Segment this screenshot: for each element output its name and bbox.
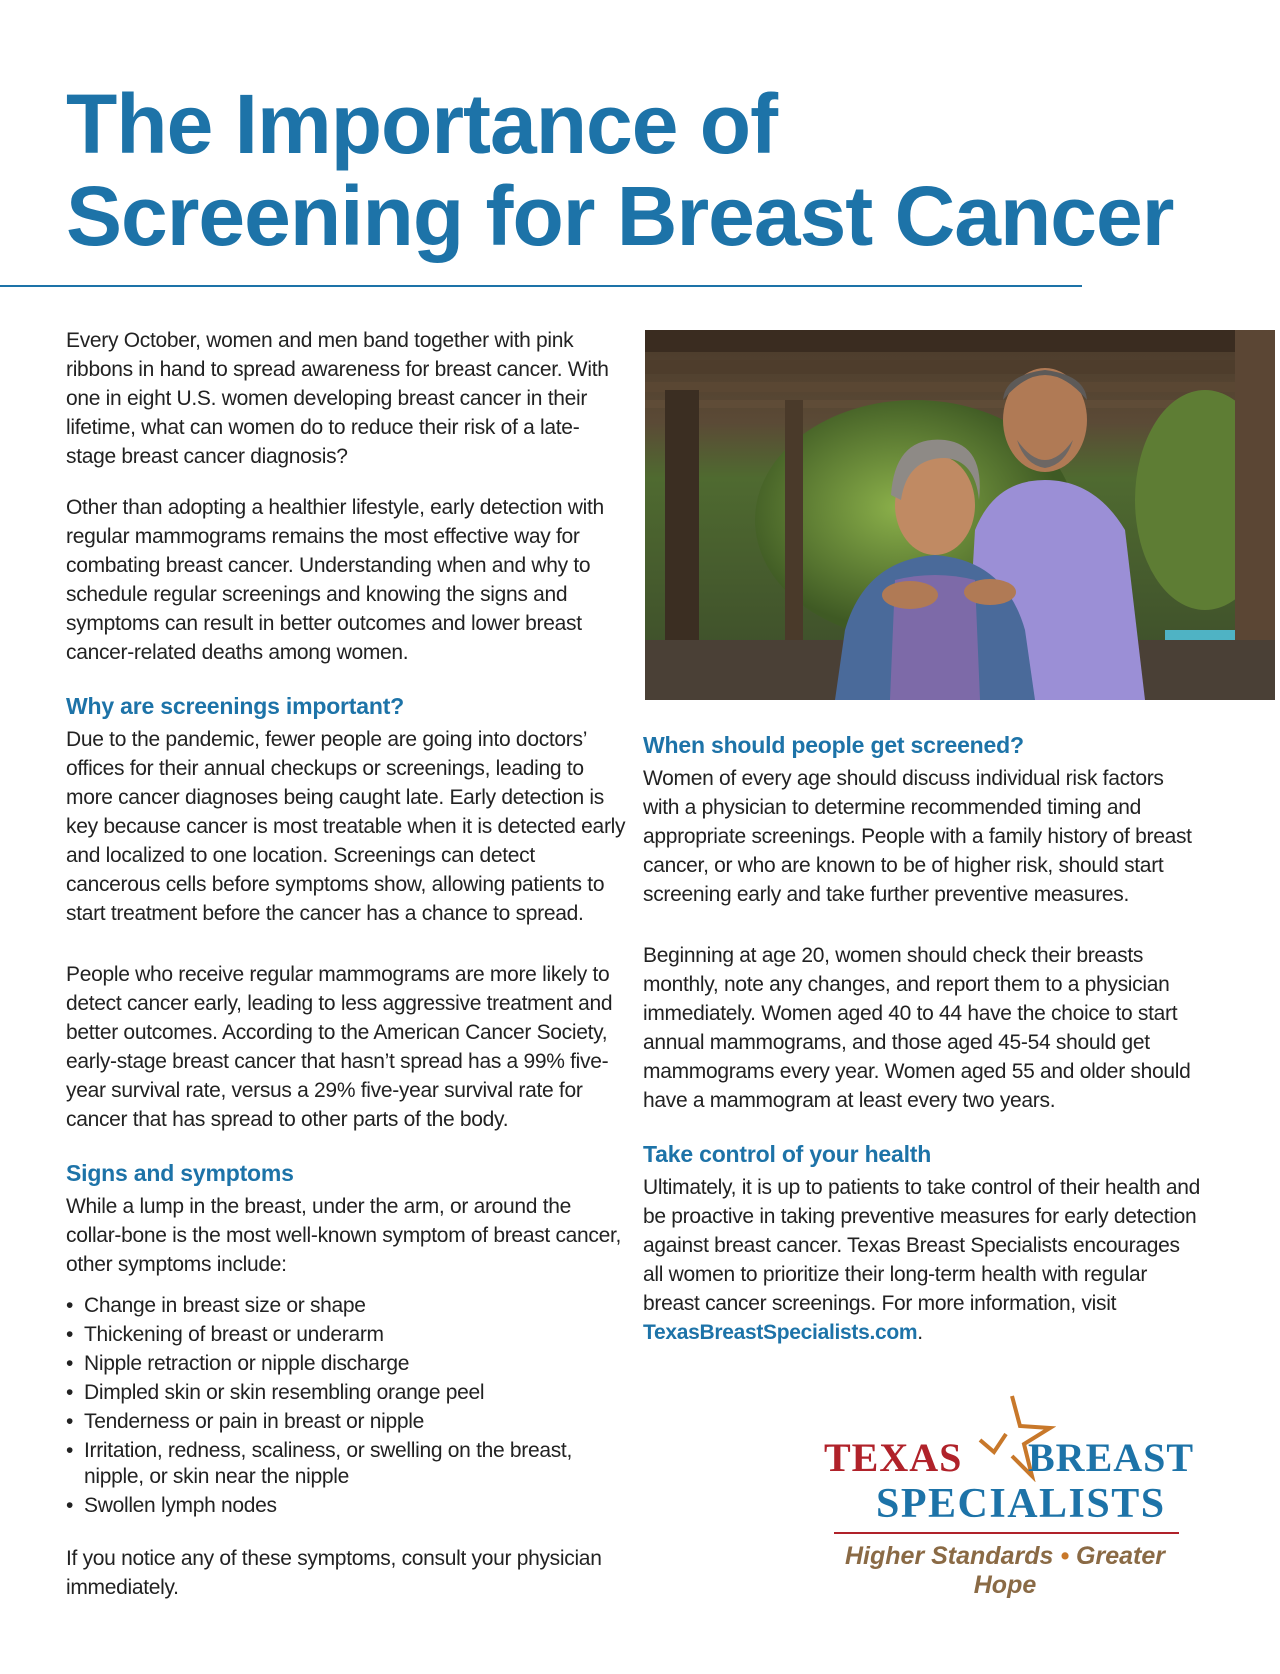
logo-divider [834,1532,1179,1534]
tagline-right: Greater Hope [973,1542,1165,1599]
website-link[interactable]: TexasBreastSpecialists.com [643,1321,918,1344]
title-line-2: Screening for Breast Cancer [66,169,1174,263]
list-item: • Change in breast size or shape [66,1293,626,1319]
logo-word-breast: BREAST [1028,1435,1195,1480]
list-item: • Irritation, redness, scaliness, or swelling on the breast, nipple, or skin near the nipple [66,1438,626,1490]
tagline-left: Higher Standards [845,1542,1054,1570]
intro-paragraph-1: Every October, women and men band together with pink ribbons in hand to spread awareness for breast cancer. With one in eight U.S. women developing breast cancer in their lifetime, what can women do to reduce their risk of a late-stage breast cancer diagnosis? [66,329,609,468]
left-column [66,326,626,1602]
logo-word-texas: TEXAS [824,1435,963,1480]
intro-paragraph-2: Other than adopting a healthier lifestyle, early detection with regular mammograms remains the most effective way for combating breast cancer. Understanding when and why to schedule regular screenings and knowing the signs and symptoms can result in better outcomes and lower breast cancer-related deaths among women. [66,496,604,664]
when-paragraph-1: Women of every age should discuss individual risk factors with a physician to determine recommended timing and appropriate screenings. People with a family history of breast cancer, or who are known to be of higher risk, should start screening early and take further preventive measures. [643,767,1192,906]
texas-breast-specialists-logo [820,1392,1195,1599]
why-paragraph-1: Due to the pandemic, fewer people are going into doctors’ offices for their annual checkups or screenings, leading to more cancer diagnoses being caught late. Early detection is key because cancer is most treatable when it is detected early and localized to one location. Screenings can detect cancerous cells before symptoms show, allowing patients to start treatment before the cancer has a chance to spread. [66,728,626,925]
symptoms-list [66,1293,626,1519]
signs-intro: While a lump in the breast, under the arm, or around the collar-bone is the most well-known symptom of breast cancer, other symptoms include: [66,1195,622,1276]
page-title [66,78,1186,262]
list-item: • Dimpled skin or skin resembling orange peel [66,1380,626,1406]
control-paragraph [643,1173,1203,1347]
list-item: • Tenderness or pain in breast or nipple [66,1409,626,1435]
title-line-1: The Importance of [66,77,778,171]
tagline-separator: • [1060,1542,1070,1570]
logo-tagline [820,1542,1190,1600]
title-divider [0,285,1082,287]
control-heading: Take control of your health [643,1141,932,1167]
signs-heading: Signs and symptoms [66,1160,294,1186]
logo-word-specialists: SPECIALISTS [876,1481,1166,1527]
list-item: • Thickening of breast or underarm [66,1322,626,1348]
when-heading: When should people get screened? [643,732,1024,758]
control-period: . [917,1321,923,1344]
signs-closing: If you notice any of these symptoms, consult your physician immediately. [66,1547,602,1599]
list-item: • Nipple retraction or nipple discharge [66,1351,626,1377]
list-item: • Swollen lymph nodes [66,1493,626,1519]
when-paragraph-2: Beginning at age 20, women should check their breasts monthly, note any changes, and report them to a physician immediately. Women aged 40 to 44 have the choice to start annual mammograms, and those aged 45-54 should get mammograms every year. Women aged 55 and older should have a mammogram at least every two years. [643,944,1191,1112]
control-text: Ultimately, it is up to patients to take control of their health and be proactive in taking preventive measures for early detection against breast cancer. Texas Breast Specialists encourages all women to prioritize their long-term health with regular breast cancer screenings. For more information, visit [643,1176,1201,1315]
why-heading: Why are screenings important? [66,693,404,719]
right-column [643,730,1203,1347]
couple-photo [645,330,1275,700]
couple-photo-image [645,330,1275,700]
why-paragraph-2: People who receive regular mammograms are more likely to detect cancer early, leading to less aggressive treatment and better outcomes. According to the American Cancer Society, early-stage breast cancer that hasn’t spread has a 99% five-year survival rate, versus a 29% five-year survival rate for cancer that has spread to other parts of the body. [66,963,613,1131]
